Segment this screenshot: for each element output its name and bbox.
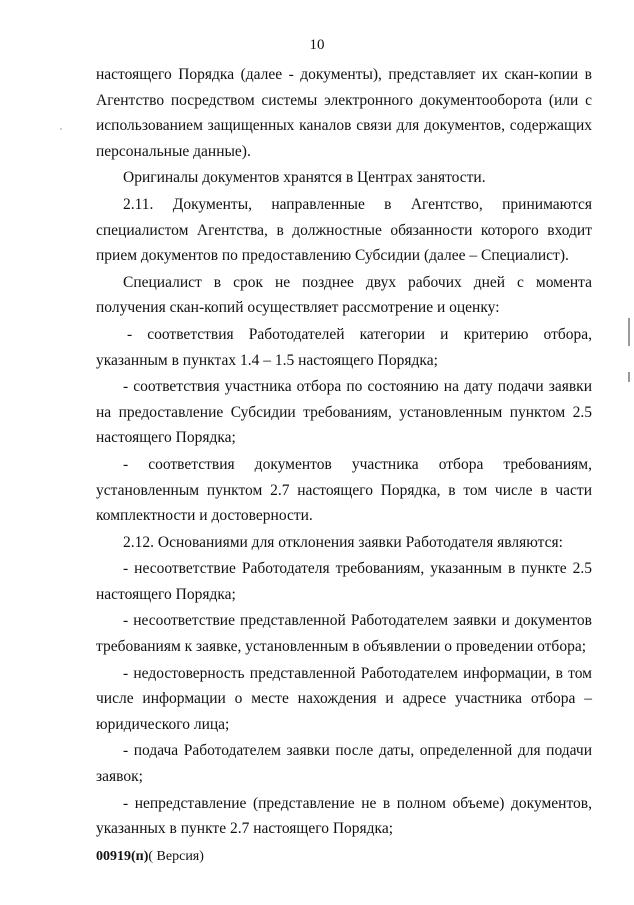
page-number: 10: [309, 37, 325, 53]
paragraph-originals: Оригиналы документов хранятся в Центрах занятости.: [123, 169, 486, 187]
document-code: 00919(п): [96, 849, 149, 864]
document-footer: [96, 849, 204, 865]
paragraph-specialist-review: Специалист в срок не позднее двух рабочих дней с момента получения скан-копий осуществляет рассмотрение и оценку:: [96, 273, 592, 317]
list-item-employer-category: - соответствия Работодателей категории и критерию отбора, указанным в пунктах 1.4 – 1.5 настоящего Порядка;: [96, 325, 592, 369]
scan-edge-mark: [628, 372, 630, 382]
list-item-application-noncompliance: - несоответствие представленной Работодателем заявки и документов требованиям к заявке, установленным в объявлении о проведении отбора;: [96, 612, 592, 656]
document-version: ( Версия): [148, 849, 204, 864]
list-item-late-submission: - подача Работодателем заявки после даты, определенной для подачи заявок;: [96, 742, 592, 786]
list-item-unreliable-information: - недостоверность представленной Работодателем информации, в том числе информации о месте нахождения и адресе участника отбора – юридического лица;: [96, 664, 592, 733]
paragraph-2-11: 2.11. Документы, направленные в Агентство, принимаются специалистом Агентства, в должностные обязанности которого входит прием документов по предоставлению Субсидии (далее – Специалист).: [96, 195, 592, 265]
scan-dust-dot: [60, 128, 62, 130]
scan-edge-mark: [628, 318, 630, 346]
list-item-participant-requirements: - соответствия участника отбора по состоянию на дату подачи заявки на предоставление Субсидии требованиям, установленным пунктом 2.5 настоящего Порядка;: [96, 378, 592, 447]
paragraph-documents-continued: настоящего Порядка (далее - документы), представляет их скан-копии в Агентство посредством системы электронного документооборота (или с использованием защищенных каналов связи для документов, содержащих персональные данные).: [96, 66, 592, 160]
document-body: [96, 62, 592, 842]
list-item-missing-documents: - непредставление (представление не в полном объеме) документов, указанных в пункте 2.7 настоящего Порядка;: [96, 794, 592, 838]
paragraph-2-12: 2.12. Основаниями для отклонения заявки Работодателя являются:: [123, 533, 563, 551]
list-item-documents-requirements: - соответствия документов участника отбора требованиям, установленным пунктом 2.7 настоящего Порядка, в том числе в части комплектности и достоверности.: [96, 455, 592, 525]
list-item-employer-noncompliance: - несоответствие Работодателя требованиям, указанным в пункте 2.5 настоящего Порядка;: [96, 560, 592, 603]
